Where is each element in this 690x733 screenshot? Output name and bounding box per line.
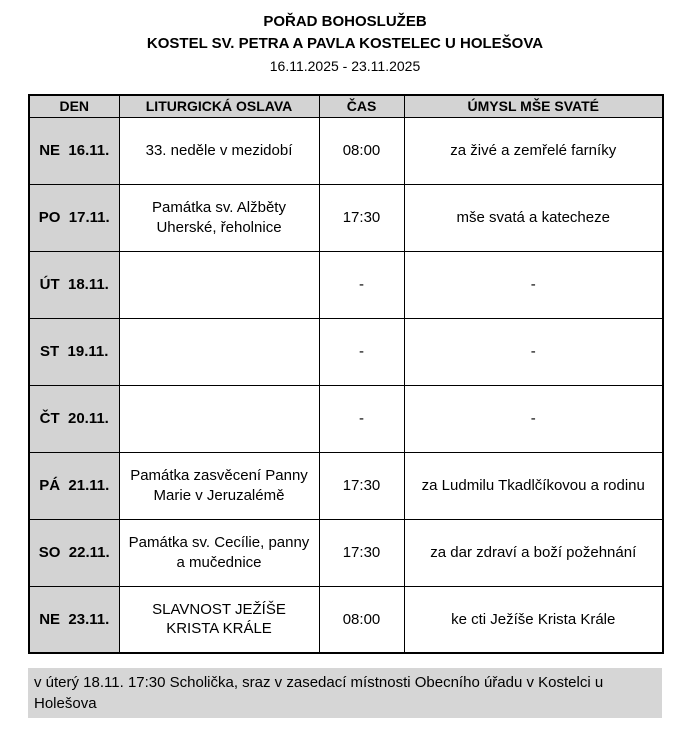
time-cell: 08:00 [319, 117, 404, 184]
celebration-cell: 33. neděle v mezidobí [119, 117, 319, 184]
time-cell: 08:00 [319, 586, 404, 653]
day-cell: ČT 20.11. [29, 385, 119, 452]
intention-cell: - [404, 318, 663, 385]
schedule-body [29, 117, 663, 653]
time-cell: - [319, 318, 404, 385]
schedule-table [28, 94, 664, 654]
table-row [29, 385, 663, 452]
day-cell: NE 23.11. [29, 586, 119, 653]
celebration-cell: Památka sv. Cecílie, panny a mučednice [119, 519, 319, 586]
celebration-cell: Památka sv. Alžběty Uherské, řeholnice [119, 184, 319, 251]
page-title: POŘAD BOHOSLUŽEB [263, 13, 427, 30]
date-range: 16.11.2025 - 23.11.2025 [269, 58, 421, 74]
day-cell: ÚT 18.11. [29, 251, 119, 318]
intention-cell: - [404, 251, 663, 318]
day-cell: ST 19.11. [29, 318, 119, 385]
table-row [29, 452, 663, 519]
intention-cell: za dar zdraví a boží požehnání [404, 519, 663, 586]
table-row [29, 318, 663, 385]
celebration-cell: Památka zasvěcení Panny Marie v Jeruzalémě [119, 452, 319, 519]
intention-cell: mše svatá a katecheze [404, 184, 663, 251]
table-row [29, 251, 663, 318]
celebration-cell: SLAVNOST JEŽÍŠE KRISTA KRÁLE [119, 586, 319, 653]
celebration-cell [119, 385, 319, 452]
time-cell: 17:30 [319, 452, 404, 519]
intention-cell: za Ludmilu Tkadlčíkovou a rodinu [404, 452, 663, 519]
time-cell: - [319, 385, 404, 452]
footer-note: v úterý 18.11. 17:30 Scholička, sraz v zasedací místnosti Obecního úřadu v Kostelci u Holešova [28, 668, 662, 718]
page-subtitle: KOSTEL SV. PETRA A PAVLA KOSTELEC U HOLEŠOVA [146, 34, 544, 52]
time-cell: - [319, 251, 404, 318]
celebration-cell [119, 318, 319, 385]
day-cell: NE 16.11. [29, 117, 119, 184]
time-cell: 17:30 [319, 184, 404, 251]
table-row [29, 519, 663, 586]
table-row [29, 117, 663, 184]
day-cell: PÁ 21.11. [29, 452, 119, 519]
intention-cell: za živé a zemřelé farníky [404, 117, 663, 184]
day-cell: SO 22.11. [29, 519, 119, 586]
day-cell: PO 17.11. [29, 184, 119, 251]
column-header-intention: ÚMYSL MŠE SVATÉ [404, 95, 663, 117]
column-header-time: ČAS [319, 95, 404, 117]
celebration-cell [119, 251, 319, 318]
schedule-table-head [29, 95, 663, 117]
table-row [29, 586, 663, 653]
document-header [28, 12, 662, 74]
table-row [29, 184, 663, 251]
header-row [29, 95, 663, 117]
intention-cell: - [404, 385, 663, 452]
intention-cell: ke cti Ježíše Krista Krále [404, 586, 663, 653]
column-header-celebration: LITURGICKÁ OSLAVA [119, 95, 319, 117]
column-header-day: DEN [29, 95, 119, 117]
time-cell: 17:30 [319, 519, 404, 586]
